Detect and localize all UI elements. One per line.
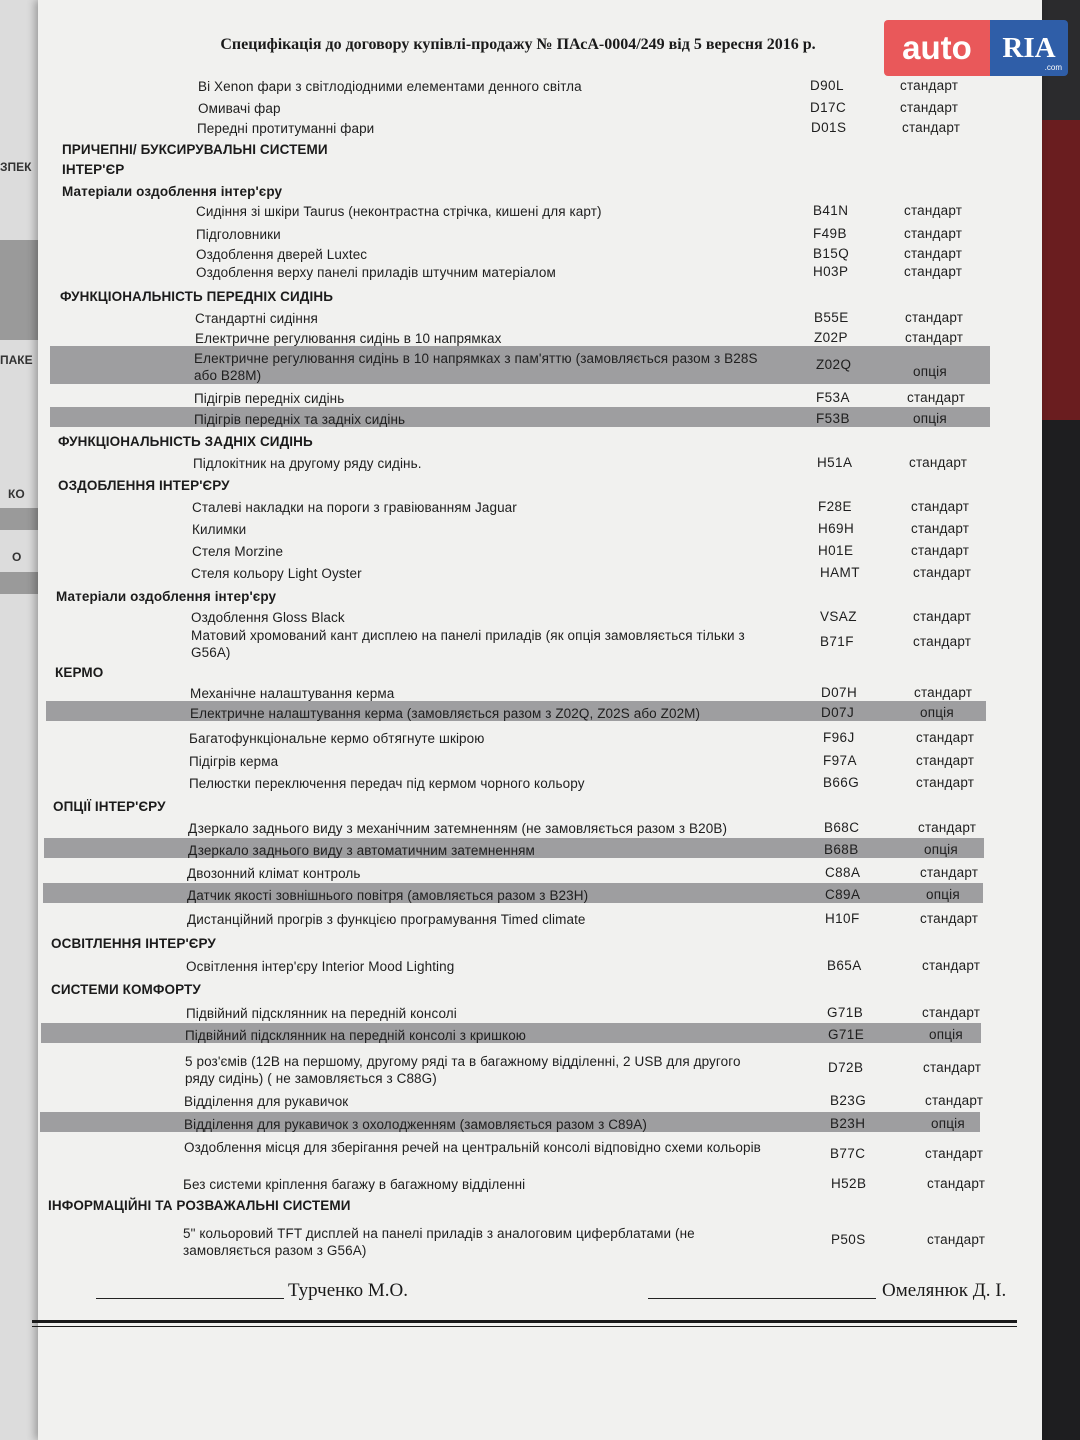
item-status-option: опція (931, 1116, 965, 1131)
item-status-option: опція (913, 364, 947, 379)
item-code: B66G (823, 775, 860, 790)
item-code: D01S (811, 120, 847, 135)
item-name: Сидіння зі шкіри Taurus (неконтрастна стрічка, кишені для карт) (196, 204, 602, 219)
item-code: D07H (821, 685, 858, 700)
item-name: Багатофункціональне кермо обтягнуте шкірою (189, 731, 485, 746)
item-code: B55E (814, 310, 849, 325)
item-code: H03P (813, 264, 849, 279)
item-status-standard: стандарт (914, 685, 973, 700)
item-status-standard: стандарт (923, 1060, 982, 1075)
item-status-standard: стандарт (920, 911, 979, 926)
item-code: H52B (831, 1176, 867, 1191)
item-status-standard: стандарт (911, 499, 970, 514)
item-status-option: опція (926, 887, 960, 902)
item-name: 5" кольоровий TFT дисплей на панелі приладів з аналоговим циферблатами (не замовляється разом з G56A) (183, 1226, 695, 1258)
item-name: Передні протитуманні фари (197, 121, 375, 136)
watermark-ria-logo (990, 20, 1068, 76)
item-status-standard: стандарт (904, 203, 963, 218)
item-code: D90L (810, 78, 844, 93)
item-code: B68B (824, 842, 859, 857)
item-status-standard: стандарт (904, 226, 963, 241)
item-name: Відділення для рукавичок з охолодженням (замовляється разом з C89A) (184, 1117, 647, 1132)
item-name: Без системи кріплення багажу в багажному відділенні (183, 1177, 526, 1192)
item-name: Оздоблення місця для зберігання речей на центральній консолі відповідно схеми кольорів (184, 1140, 761, 1155)
signature-name-left: Турченко М.О. (288, 1280, 408, 1301)
item-name: Підігрів передніх та задніх сидінь (194, 412, 406, 427)
item-status-standard: стандарт (905, 330, 964, 345)
item-code: B23G (830, 1093, 867, 1108)
item-name: Дзеркало заднього виду з автоматичним затемненням (188, 843, 535, 858)
item-name: Підігрів керма (189, 754, 279, 769)
document-title: Специфікація до договору купівлі-продажу № ПАсА-0004/249 від 5 вересня 2016 р. (220, 36, 816, 53)
item-status-standard: стандарт (927, 1176, 986, 1191)
item-status-standard: стандарт (913, 634, 972, 649)
underlying-sheet-fragment: О (12, 550, 22, 564)
section-heading: КЕРМО (55, 665, 104, 680)
item-name: Електричне регулювання сидінь в 10 напрямках (195, 331, 502, 346)
item-name: Сталеві накладки на пороги з гравіюванням Jaguar (192, 500, 517, 515)
item-status-standard: стандарт (904, 264, 963, 279)
section-heading: Матеріали оздоблення інтер'єру (62, 184, 283, 199)
item-name: Підігрів передніх сидінь (194, 391, 345, 406)
item-status-standard: стандарт (909, 455, 968, 470)
footer-rule-thick (32, 1320, 1017, 1323)
item-name: Електричне налаштування керма (замовляється разом з Z02Q, Z02S або Z02M) (190, 706, 701, 721)
autoria-watermark (884, 20, 1068, 76)
section-heading: ПРИЧЕПНІ/ БУКСИРУВАЛЬНІ СИСТЕМИ (62, 142, 328, 157)
item-code: B41N (813, 203, 849, 218)
item-name: Підголовники (196, 227, 281, 242)
item-status-standard: стандарт (902, 120, 961, 135)
item-name: Стеля Morzine (192, 544, 284, 559)
underlying-sheet-shade (0, 572, 40, 594)
item-name: Підвійний підсклянник на передній консолі з кришкою (185, 1028, 527, 1043)
section-heading: СИСТЕМИ КОМФОРТУ (51, 982, 201, 997)
section-heading: ІНФОРМАЦІЙНІ ТА РОЗВАЖАЛЬНІ СИСТЕМИ (48, 1198, 351, 1213)
item-name: Підвійний підсклянник на передній консолі (186, 1006, 457, 1021)
item-code: F53B (816, 411, 850, 426)
underlying-sheet-fragment: КО (8, 487, 25, 501)
item-code: HAMT (820, 565, 860, 580)
item-name: Відділення для рукавичок (184, 1094, 349, 1109)
item-status-standard: стандарт (900, 78, 959, 93)
item-name: Оздоблення верху панелі приладів штучним матеріалом (196, 265, 556, 280)
section-heading: ОЗДОБЛЕННЯ ІНТЕР'ЄРУ (58, 478, 230, 493)
item-status-standard: стандарт (911, 543, 970, 558)
item-status-standard: стандарт (900, 100, 959, 115)
signature-line-right (648, 1298, 876, 1299)
item-status-option: опція (913, 411, 947, 426)
underlying-sheet-fragment: ПАКЕ (0, 353, 33, 367)
item-status-standard: стандарт (918, 820, 977, 835)
item-name: Пелюстки переключення передач під кермом чорного кольору (189, 776, 585, 791)
section-heading: ОСВІТЛЕННЯ ІНТЕР'ЄРУ (51, 936, 216, 951)
item-status-option: опція (920, 705, 954, 720)
item-status-standard: стандарт (913, 609, 972, 624)
item-status-standard: стандарт (925, 1146, 984, 1161)
item-code: Z02Q (816, 357, 852, 372)
footer-rule-thin (32, 1326, 1017, 1327)
item-status-standard: стандарт (925, 1093, 984, 1108)
item-name: Bi Xenon фари з світлодіодними елементами денного світла (198, 79, 582, 94)
item-code: B77C (830, 1146, 866, 1161)
item-code: B71F (820, 634, 854, 649)
item-code: F96J (823, 730, 855, 745)
item-status-standard: стандарт (904, 246, 963, 261)
item-code: B15Q (813, 246, 850, 261)
item-name: Механічне налаштування керма (190, 686, 395, 701)
item-status-standard: стандарт (922, 958, 981, 973)
item-code: H51A (817, 455, 853, 470)
item-name: Оздоблення дверей Luxtec (196, 247, 368, 262)
item-status-standard: стандарт (922, 1005, 981, 1020)
item-name: Електричне регулювання сидінь в 10 напрямках з пам'яттю (замовляється разом з B28S або B28M) (194, 351, 758, 383)
item-name: Стеля кольору Light Oyster (191, 566, 362, 581)
section-heading: ФУНКЦІОНАЛЬНІСТЬ ЗАДНІХ СИДІНЬ (58, 434, 313, 449)
underlying-sheet-shade (0, 240, 40, 340)
item-status-standard: стандарт (913, 565, 972, 580)
item-code: Z02P (814, 330, 848, 345)
item-code: P50S (831, 1232, 866, 1247)
item-status-option: опція (929, 1027, 963, 1042)
section-heading: Матеріали оздоблення інтер'єру (56, 589, 277, 604)
item-status-standard: стандарт (916, 730, 975, 745)
item-name: Омивачі фар (198, 101, 281, 116)
section-heading: ФУНКЦІОНАЛЬНІСТЬ ПЕРЕДНІХ СИДІНЬ (60, 289, 334, 304)
item-code: D72B (828, 1060, 864, 1075)
item-code: G71B (827, 1005, 864, 1020)
item-code: F97A (823, 753, 857, 768)
item-status-standard: стандарт (916, 753, 975, 768)
item-code: H10F (825, 911, 860, 926)
item-name: 5 роз'ємів (12В на першому, другому ряді та в багажному відділенні, 2 USB для другого ряду сидінь) ( не замовляється з C88G) (185, 1054, 741, 1086)
item-name: Освітлення інтер'єру Interior Mood Lighting (186, 959, 455, 974)
item-code: B65A (827, 958, 862, 973)
item-status-option: опція (924, 842, 958, 857)
item-status-standard: стандарт (907, 390, 966, 405)
item-name: Підлокітник на другому ряду сидінь. (193, 456, 422, 471)
item-name: Датчик якості зовнішнього повітря (амовляється разом з B23H) (187, 888, 589, 903)
item-code: F28E (818, 499, 852, 514)
signature-name-right: Омелянюк Д. І. (882, 1280, 1007, 1301)
item-name: Килимки (192, 522, 247, 537)
item-name: Дзеркало заднього виду з механічним затемненням (не замовляється разом з B20B) (188, 821, 728, 836)
item-code: H69H (818, 521, 855, 536)
item-name: Дистанційний прогрів з функцією програмування Timed climate (187, 912, 586, 927)
section-heading: ІНТЕР'ЄР (62, 162, 125, 177)
item-code: C88A (825, 865, 861, 880)
item-status-standard: стандарт (911, 521, 970, 536)
watermark-ria-text: RIA (1002, 31, 1056, 64)
watermark-auto-text: auto (884, 20, 990, 76)
item-code: VSAZ (820, 609, 857, 624)
signature-line-left (96, 1298, 284, 1299)
section-heading: ОПЦІЇ ІНТЕР'ЄРУ (53, 799, 166, 814)
item-code: B23H (830, 1116, 866, 1131)
item-name: Матовий хромований кант дисплею на панелі приладів (як опція замовляється тільки з G56A) (191, 628, 745, 660)
item-code: F49B (813, 226, 847, 241)
underlying-sheet-fragment: ЗПЕК (0, 160, 32, 174)
item-status-standard: стандарт (905, 310, 964, 325)
item-code: G71E (828, 1027, 865, 1042)
item-status-standard: стандарт (927, 1232, 986, 1247)
item-name: Стандартні сидіння (195, 311, 318, 326)
watermark-com-text: .com (1044, 63, 1062, 72)
item-status-standard: стандарт (916, 775, 975, 790)
item-code: D07J (821, 705, 855, 720)
underlying-sheet-shade (0, 508, 40, 530)
item-name: Двозонний клімат контроль (187, 866, 361, 881)
item-code: D17C (810, 100, 847, 115)
item-code: C89A (825, 887, 861, 902)
specification-document (38, 0, 1042, 1440)
item-name: Оздоблення Gloss Black (191, 610, 345, 625)
item-code: F53A (816, 390, 850, 405)
item-code: B68C (824, 820, 860, 835)
item-status-standard: стандарт (920, 865, 979, 880)
item-code: H01E (818, 543, 854, 558)
